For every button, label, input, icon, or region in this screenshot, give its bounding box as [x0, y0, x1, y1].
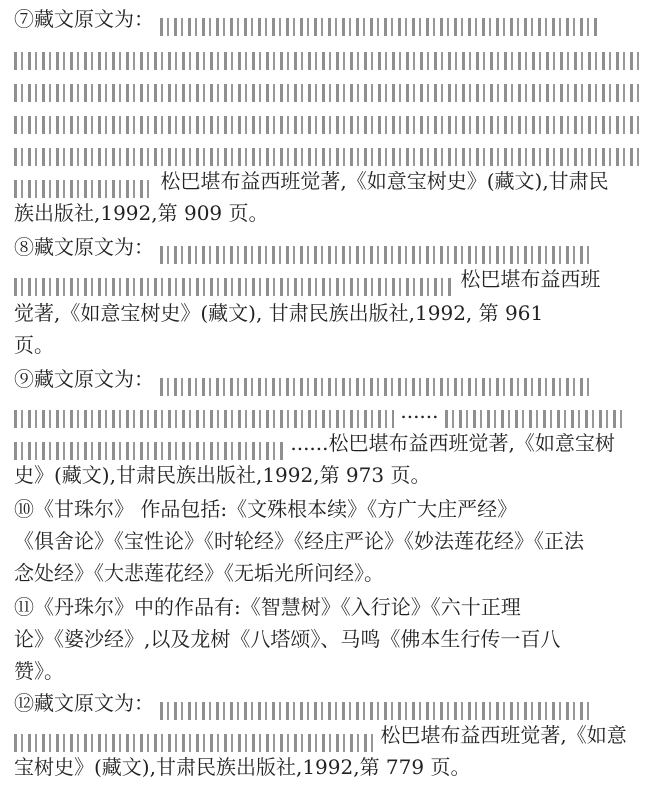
note-9-line-3 [14, 426, 648, 460]
tibetan-script-block [160, 238, 590, 260]
note-12-line-2 [14, 718, 648, 752]
tibetan-script-block [14, 402, 394, 424]
tibetan-script-block [160, 370, 590, 392]
note-10-line-3 [14, 556, 648, 590]
note-8-line-1 [14, 230, 648, 264]
note-7-label: ⑦藏文原文为： [14, 7, 154, 31]
note-11-line-3 [14, 654, 648, 688]
note-11-text: 赞》。 [14, 659, 64, 683]
note-9-line-2 [14, 394, 648, 428]
note-9-citation: ......松巴堪布益西班觉著,《如意宝树 [290, 431, 615, 455]
note-7-line-5 [14, 132, 648, 166]
note-11-text: ⑪《丹珠尔》中的作品有:《智慧树》《入行论》《六十正理 [14, 595, 521, 619]
note-12-citation: 松巴堪布益西班觉著,《如意 [380, 723, 627, 747]
note-10-text: 《俱舍论》《宝性论》《时轮经》《经庄严论》《妙法莲花经》《正法 [14, 529, 584, 553]
note-10-line-1 [14, 492, 648, 526]
tibetan-script-block [445, 402, 625, 424]
note-9-ellipsis: ...... [400, 399, 439, 423]
note-11-text: 论》《婆沙经》,以及龙树《八塔颂》、马鸣《佛本生行传一百八 [14, 627, 561, 651]
note-8-label: ⑧藏文原文为： [14, 235, 154, 259]
note-8-citation-cont: 觉著,《如意宝树史》(藏文), 甘肃民族出版社,1992, 第 961 [14, 301, 544, 325]
tibetan-script-block [14, 172, 154, 194]
note-7-line-6 [14, 164, 648, 198]
note-8-citation-end: 页。 [14, 333, 54, 357]
note-11-line-1 [14, 590, 648, 624]
tibetan-script-block [14, 270, 454, 292]
note-9-citation-end: 史》(藏文),甘肃民族出版社,1992,第 973 页。 [14, 463, 431, 487]
tibetan-script-block [14, 108, 644, 130]
note-12-citation-end: 宝树史》(藏文),甘肃民族出版社,1992,第 779 页。 [14, 755, 471, 779]
tibetan-script-block [160, 10, 600, 32]
note-7-line-1 [14, 2, 648, 36]
note-8-line-2 [14, 262, 648, 296]
note-9-line-4 [14, 458, 648, 492]
note-7-line-3 [14, 68, 648, 102]
tibetan-script-block [14, 726, 374, 748]
note-8-line-3 [14, 296, 648, 330]
note-8-citation: 松巴堪布益西班 [460, 267, 601, 291]
note-9-label: ⑨藏文原文为： [14, 367, 154, 391]
note-8-line-4 [14, 328, 648, 362]
tibetan-script-block [14, 140, 644, 162]
note-7-line-4 [14, 100, 648, 134]
tibetan-script-block [14, 76, 644, 98]
note-12-label: ⑫藏文原文为： [14, 691, 154, 715]
note-7-line-2 [14, 36, 648, 70]
note-7-citation-end: 族出版社,1992,第 909 页。 [14, 201, 269, 225]
note-12-line-3 [14, 750, 648, 784]
note-7-line-7 [14, 196, 648, 230]
note-11-line-2 [14, 622, 648, 656]
note-9-line-1 [14, 362, 648, 396]
tibetan-script-block [14, 44, 644, 66]
note-12-line-1 [14, 686, 648, 720]
note-10-line-2 [14, 524, 648, 558]
note-10-text: ⑩《甘珠尔》 作品包括:《文殊根本续》《方广大庄严经》 [14, 497, 518, 521]
note-10-text: 念处经》《大悲莲花经》《无垢光所问经》。 [14, 561, 384, 585]
tibetan-script-block [14, 434, 284, 456]
tibetan-script-block [160, 694, 590, 716]
note-7-citation: 松巴堪布益西班觉著,《如意宝树史》(藏文),甘肃民 [160, 169, 609, 193]
